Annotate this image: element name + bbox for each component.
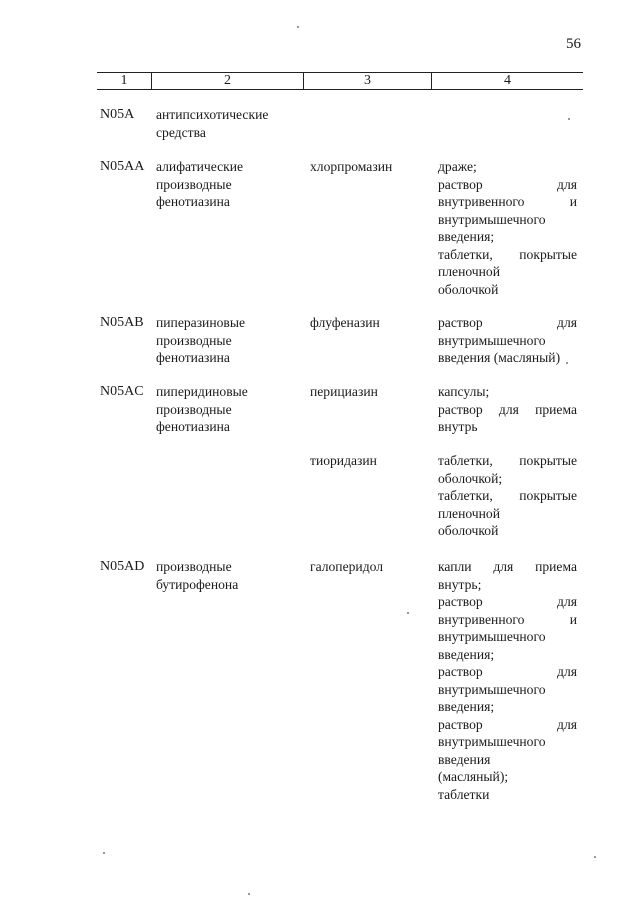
- dosage-form-line: раствор для: [438, 176, 577, 192]
- atc-code: N05AB: [100, 315, 144, 330]
- group-line: производные: [156, 401, 232, 417]
- dosage-form-line: введения: [438, 751, 491, 767]
- atc-code: N05AA: [100, 159, 145, 174]
- scan-speck: [568, 118, 570, 120]
- pharmacological-group: [156, 106, 306, 141]
- dosage-form-line: капсулы;: [438, 384, 490, 399]
- dosage-form-line: (масляный);: [438, 769, 509, 784]
- dosage-form-line: введения;: [438, 699, 495, 714]
- dosage-form-line: оболочкой: [438, 523, 499, 538]
- scan-speck: [248, 893, 250, 895]
- pharmacological-group: [156, 558, 306, 593]
- substance-name: перициазин: [310, 384, 378, 399]
- atc-code: N05AD: [100, 559, 145, 574]
- dosage-form-line: внутримышечного: [438, 629, 546, 644]
- group-line: фенотиазина: [156, 194, 230, 209]
- substance-name: флуфеназин: [310, 315, 380, 330]
- dosage-form-line: оболочкой;: [438, 470, 503, 486]
- dosage-form-line: раствор для приема: [438, 401, 577, 417]
- header-col-1: 1: [120, 73, 128, 88]
- dosage-forms: [438, 158, 577, 298]
- scan-speck: [297, 26, 299, 28]
- table-header-row: [97, 72, 583, 90]
- group-line: производные: [156, 559, 232, 574]
- scan-speck: [566, 362, 568, 364]
- atc-code: N05A: [100, 107, 135, 122]
- group-line: антипсихотические: [156, 107, 269, 122]
- dosage-form-line: раствор для: [438, 664, 577, 679]
- dosage-form-line: пленочной: [438, 264, 500, 279]
- dosage-form-line: внутрь: [438, 419, 478, 434]
- dosage-form-line: драже;: [438, 159, 477, 174]
- dosage-form-line: внутривенного и: [438, 611, 577, 627]
- dosage-form-line: таблетки, покрытые: [438, 488, 577, 503]
- header-col-3: 3: [303, 73, 431, 89]
- dosage-forms: [438, 452, 577, 540]
- dosage-form-line: таблетки, покрытые: [438, 246, 577, 262]
- group-line: пиперазиновые: [156, 315, 245, 330]
- group-line: пиперидиновые: [156, 384, 248, 399]
- dosage-form-line: внутрь;: [438, 576, 482, 592]
- group-line: средства: [156, 124, 206, 140]
- pharmacological-group: [156, 314, 306, 367]
- group-line: производные: [156, 176, 232, 192]
- dosage-form-line: внутривенного и: [438, 194, 577, 209]
- group-line: фенотиазина: [156, 350, 230, 365]
- dosage-form-line: внутримышечного: [438, 681, 546, 697]
- dosage-form-line: внутримышечного: [438, 734, 546, 749]
- dosage-form-line: внутримышечного: [438, 332, 546, 348]
- group-line: бутирофенона: [156, 576, 239, 592]
- header-col-4: 4: [431, 73, 583, 89]
- substance-name: галоперидол: [310, 559, 384, 574]
- dosage-form-line: капли для приема: [438, 559, 577, 574]
- dosage-form-line: раствор для: [438, 716, 577, 732]
- substance-name: тиоридазин: [310, 453, 377, 468]
- dosage-forms: [438, 383, 577, 436]
- dosage-form-line: таблетки, покрытые: [438, 453, 577, 468]
- dosage-form-line: введения;: [438, 229, 495, 244]
- substance-name: хлорпромазин: [310, 159, 393, 174]
- pharmacological-group: [156, 383, 306, 436]
- header-col-2: 2: [151, 73, 303, 89]
- dosage-form-line: раствор для: [438, 594, 577, 609]
- pharmacological-group: [156, 158, 306, 211]
- dosage-forms: [438, 314, 577, 367]
- dosage-forms: [438, 558, 577, 803]
- dosage-form-line: введения (масляный): [438, 350, 561, 365]
- dosage-form-line: раствор для: [438, 315, 577, 330]
- dosage-form-line: оболочкой: [438, 281, 499, 297]
- group-line: производные: [156, 332, 232, 348]
- page-number: 56: [566, 36, 581, 52]
- scan-speck: [103, 852, 105, 854]
- dosage-form-line: таблетки: [438, 786, 490, 802]
- scan-speck: [407, 612, 409, 614]
- group-line: фенотиазина: [156, 419, 230, 434]
- dosage-form-line: введения;: [438, 646, 495, 662]
- dosage-form-line: пленочной: [438, 505, 500, 521]
- dosage-form-line: внутримышечного: [438, 211, 546, 227]
- atc-code: N05AC: [100, 384, 144, 399]
- group-line: алифатические: [156, 159, 244, 174]
- scan-speck: [594, 856, 596, 858]
